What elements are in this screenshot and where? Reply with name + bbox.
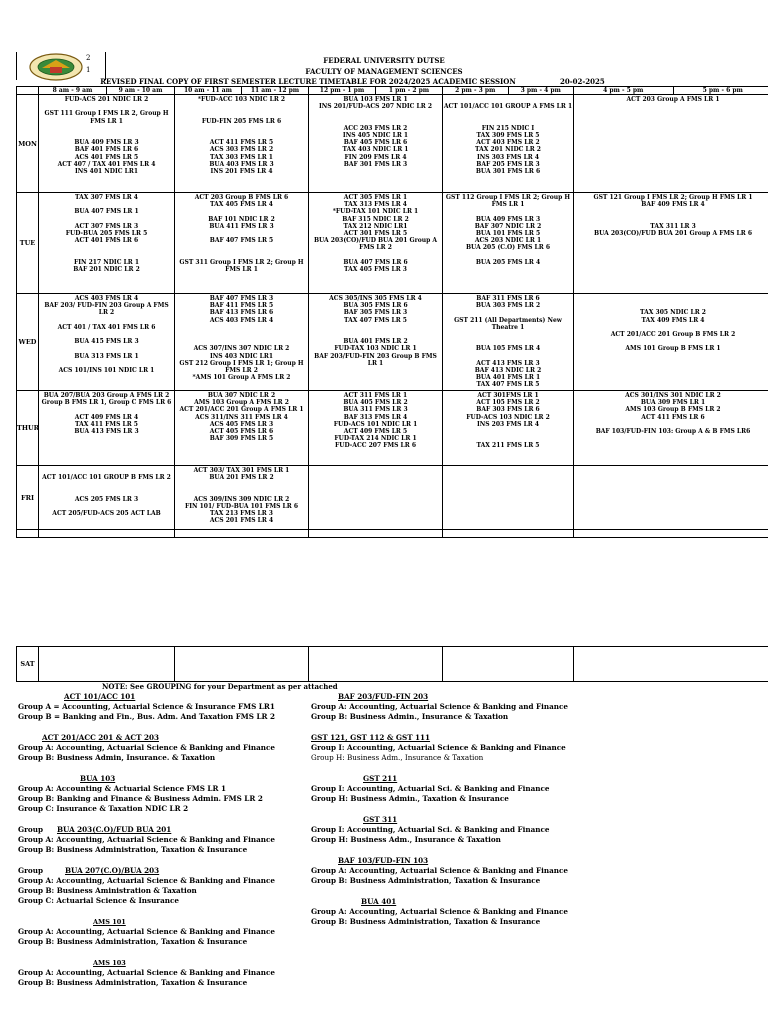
timetable-cell [574, 466, 768, 530]
timetable-cell: ACT 305 FMS LR 1 TAX 313 FMS LR 4 *FUD-TAX 101 NDIC LR 1 BAF 315 NDIC LR 2 TAX 212 NDIC LR1 ACT 301 FMS LR 5 BUA 203(CO)/FUD BUA 201 Group A FMS LR 2 BUA 407 FMS LR 6 TAX 405 FMS LR 3 [309, 193, 443, 294]
timetable-cell: ACS 301/INS 301 NDIC LR 2 BUA 309 FMS LR 1 AMS 103 Group B FMS LR 2 ACT 411 FMS LR 6 BAF 103/FUD-FIN 103: Group A & B FMS LR6 [574, 391, 768, 466]
group-title: ACT 101/ACC 101 [64, 692, 136, 701]
group-title: BAF 203/FUD-FIN 203 [338, 692, 429, 701]
group-line: Group I: Accounting, Actuarial Science & Banking and Finance [311, 743, 566, 752]
timetable-cell: ACS 305/INS 305 FMS LR 4 BUA 305 FMS LR 6 BAF 305 FMS LR 3 TAX 407 FMS LR 5 BUA 401 FMS LR 2 FUD-TAX 103 NDIC LR 1 BAF 203/FUD-FIN 203 Group B FMS LR 1 [309, 294, 443, 391]
group-line: Group B: Business Administration, Taxation & Insurance [18, 845, 248, 854]
group-title: BUA 207(C.O)/BUA 203 [64, 866, 160, 875]
group-line: Group A: Accounting, Actuarial Science & Banking and Finance [18, 743, 275, 752]
group-line: Group B: Business Administration, Taxation & Insurance [18, 937, 248, 946]
timetable-cell [574, 647, 768, 682]
group-prefix: Group [18, 825, 43, 834]
group-line: Group B: Business Administration, Taxation & Insurance [311, 876, 541, 885]
saturday-row [16, 646, 768, 682]
day-label: MON [17, 95, 39, 193]
group-line: Group A: Accounting, Actuarial Science & Banking and Finance [311, 907, 568, 916]
group-title: BAF 103/FUD-FIN 103 [338, 856, 429, 865]
group-title: AMS 101 [93, 918, 126, 926]
group-line: Group B: Business Administration, Taxation & Insurance [311, 917, 541, 926]
timetable-cell: BAF 311 FMS LR 6 BUA 303 FMS LR 2 GST 211 (All Departments) New Theatre 1 BUA 105 FMS LR 4 ACT 413 FMS LR 3 BAF 413 NDIC LR 2 BUA 401 FMS LR 1 TAX 407 FMS LR 5 [443, 294, 574, 391]
group-line: Group B = Banking and Fin., Bus. Adm. And Taxation FMS LR 2 [18, 712, 275, 721]
timetable-cell [443, 647, 574, 682]
group-title: BUA 401 [361, 897, 397, 906]
timetable-cell: ACT 203 Group B FMS LR 6 TAX 405 FMS LR 4 BAF 101 NDIC LR 2 BUA 411 FMS LR 3 BAF 407 FMS LR 5 GST 311 Group I FMS LR 2; Group H FMS LR 1 [175, 193, 309, 294]
timetable-cell: ACT 311 FMS LR 1 BUA 405 FMS LR 2 BUA 311 FMS LR 3 BAF 313 FMS LR 4 FUD-ACS 101 NDIC LR 1 ACT 409 FMS LR 5 FUD-TAX 214 NDIC LR 1 FUD-ACC 207 FMS LR 6 [309, 391, 443, 466]
group-line: Group B: Business Admin, Insurance. & Taxation [18, 753, 216, 762]
group-line: Group A: Accounting, Actuarial Science & Banking and Finance [311, 702, 568, 711]
group-line: Group B: Business Aministration & Taxation [18, 886, 197, 895]
timetable-cell: ACT 303/ TAX 301 FMS LR 1 BUA 201 FMS LR 2 ACS 309/INS 309 NDIC LR 2 FIN 101/ FUD-BUA 101 FMS LR 6 TAX 213 FMS LR 3 ACS 201 FMS LR 4 [175, 466, 309, 530]
timetable-cell: *FUD-ACC 103 NDIC LR 2 FUD-FIN 205 FMS LR 6 ACT 411 FMS LR 5 ACS 303 FMS LR 2 TAX 303 FMS LR 1 BUA 403 FMS LR 3 INS 201 FMS LR 4 [175, 95, 309, 193]
group-title: AMS 103 [93, 959, 126, 967]
groups-left [18, 692, 308, 988]
timetable-cell [175, 647, 309, 682]
timetable-cell [309, 647, 443, 682]
header-num-1: 2 [86, 54, 91, 62]
timetable-cell: ACT 301FMS LR 1 ACT 105 FMS LR 2 BAF 303 FMS LR 6 FUD-ACS 103 NDIC LR 2 INS 203 FMS LR 4 TAX 211 FMS LR 5 [443, 391, 574, 466]
timetable-cell: ACT 203 Group A FMS LR 1 [574, 95, 768, 193]
time-slot-3: 12 pm - 1 pm 1 pm - 2 pm [309, 87, 443, 95]
time-slot-4: 2 pm - 3 pm 3 pm - 4 pm [443, 87, 574, 95]
timetable-date: 20-02-2025 [560, 77, 605, 86]
timetable-cell: ACS 403 FMS LR 4 BAF 203/ FUD-FIN 203 Group A FMS LR 2 ACT 401 / TAX 401 FMS LR 6 BUA 415 FMS LR 3 BUA 313 FMS LR 1 ACS 101/INS 101 NDIC LR 1 [39, 294, 175, 391]
timetable-cell: ACT 101/ACC 101 GROUP B FMS LR 2 ACS 205 FMS LR 3 ACT 205/FUD-ACS 205 ACT LAB [39, 466, 175, 530]
group-title: GST 311 [363, 815, 398, 824]
timetable-cell [309, 466, 443, 530]
timetable-cell: FUD-ACS 201 NDIC LR 2 GST 111 Group I FMS LR 2, Group H FMS LR 1 BUA 409 FMS LR 3 BAF 401 FMS LR 6 ACS 401 FMS LR 5 ACT 407 / TAX 401 FMS LR 4 INS 401 NDIC LR1 [39, 95, 175, 193]
timetable-cell: BUA 207/BUA 203 Group A FMS LR 2 Group B FMS LR 1, Group C FMS LR 6 ACT 409 FMS LR 4 TAX 411 FMS LR 5 BUA 413 FMS LR 3 [39, 391, 175, 466]
timetable-cell [39, 647, 175, 682]
day-row-tue [17, 193, 768, 294]
timetable-cell: BUA 307 NDIC LR 2 AMS 103 Group A FMS LR 2 ACT 201/ACC 201 Group A FMS LR 1 ACS 311/INS 311 FMS LR 4 ACS 405 FMS LR 3 ACT 405 FMS LR 6 BAF 309 FMS LR 5 [175, 391, 309, 466]
header-num-2: 1 [86, 66, 91, 74]
group-line: Group B: Banking and Finance & Business Admin. FMS LR 2 [18, 794, 263, 803]
group-title: ACT 201/ACC 201 & ACT 203 [42, 733, 159, 742]
group-title: GST 121, GST 112 & GST 111 [311, 733, 431, 742]
timetable-cell [443, 466, 574, 530]
day-label: TUE [17, 193, 39, 294]
group-line: Group I: Accounting, Actuarial Sci. & Banking and Finance [311, 825, 550, 834]
day-label: WED [17, 294, 39, 391]
time-slot-1: 8 am - 9 am 9 am - 10 am [39, 87, 175, 95]
time-slot-5: 4 pm - 5 pm 5 pm - 6 pm [574, 87, 768, 95]
group-line: Group C: Actuarial Science & Insurance [18, 896, 179, 905]
time-header-row [17, 87, 768, 95]
group-line: Group A: Accounting & Actuarial Science FMS LR 1 [18, 784, 226, 793]
grouping-note: NOTE: See GROUPING for your Department as per attached [102, 682, 338, 691]
group-line: Group H: Business Adm., Insurance & Taxation [311, 753, 484, 762]
group-line: Group C: Insurance & Taxation NDIC LR 2 [18, 804, 189, 813]
timetable-cell: TAX 307 FMS LR 4 BUA 407 FMS LR 1 ACT 307 FMS LR 3 FUD-BUA 205 FMS LR 5 ACT 401 FMS LR 6 FIN 217 NDIC LR 1 BAF 201 NDIC LR 2 [39, 193, 175, 294]
day-row-thur [17, 391, 768, 466]
timetable-cell: ACT 101/ACC 101 GROUP A FMS LR 1 FIN 215 NDIC I TAX 309 FMS LR 5 ACT 403 FMS LR 2 TAX 201 NIDC LR 2 INS 303 FMS LR 4 BAF 205 FMS LR 3 BUA 301 FMS LR 6 [443, 95, 574, 193]
day-label: THUR [17, 391, 39, 466]
day-column-header [17, 87, 39, 95]
timetable-cell: BUA 103 FMS LR 1 INS 201/FUD-ACS 207 NDIC LR 2 ACC 203 FMS LR 2 INS 405 NDIC LR 1 BAF 405 FMS LR 6 TAX 403 NDIC LR 1 FIN 209 FMS LR 4 BAF 301 FMS LR 3 [309, 95, 443, 193]
university-name: FEDERAL UNIVERSITY DUTSE [323, 56, 445, 65]
group-line: Group H: Business Admin., Taxation & Insurance [311, 794, 509, 803]
group-title: GST 211 [363, 774, 398, 783]
day-row-fri [17, 466, 768, 530]
group-line: Group A: Accounting, Actuarial Science & Banking and Finance [18, 927, 275, 936]
groups-right [311, 692, 611, 927]
timetable-cell: GST 121 Group I FMS LR 2; Group H FMS LR 1 BAF 409 FMS LR 4 TAX 311 LR 3 BUA 203(CO)/FUD BUA 201 Group A FMS LR 6 [574, 193, 768, 294]
group-line: Group A = Accounting, Actuarial Science & Insurance FMS LR1 [18, 702, 275, 711]
day-row-mon [17, 95, 768, 193]
group-title: BUA 103 [80, 774, 116, 783]
day-row-blank [17, 530, 768, 538]
timetable-title: REVISED FINAL COPY OF FIRST SEMESTER LECTURE TIMETABLE FOR 2024/2025 ACADEMIC SESSION [100, 77, 516, 86]
day-row-wed [17, 294, 768, 391]
day-label: FRI [17, 466, 39, 530]
group-title: BUA 203(C.O)/FUD BUA 201 [56, 825, 172, 834]
time-slot-2: 10 am - 11 am 11 am - 12 pm [175, 87, 309, 95]
group-line: Group I: Accounting, Actuarial Sci. & Banking and Finance [311, 784, 550, 793]
timetable-cell: TAX 305 NDIC LR 2 TAX 409 FMS LR 4 ACT 201/ACC 201 Group B FMS LR 2 AMS 101 Group B FMS LR 1 [574, 294, 768, 391]
timetable-grid [16, 86, 768, 538]
group-line: Group A: Accounting, Actuarial Science & Banking and Finance [311, 866, 568, 875]
group-line: Group A: Accounting, Actuarial Science & Banking and Finance [18, 968, 275, 977]
group-line: Group H: Business Adm., Insurance & Taxation [311, 835, 501, 844]
day-label: SAT [17, 647, 39, 682]
group-prefix: Group [18, 866, 43, 875]
group-line: Group B: Business Administration, Taxation & Insurance [18, 978, 248, 987]
group-line: Group A: Accounting, Actuarial Science & Banking and Finance [18, 835, 275, 844]
group-line: Group A: Accounting, Actuarial Science & Banking and Finance [18, 876, 275, 885]
timetable-cell: GST 112 Group I FMS LR 2; Group H FMS LR 1 BUA 409 FMS LR 3 BAF 307 NDIC LR 2 BUA 101 FMS LR 5 ACS 203 NDIC LR 1 BUA 205 (C.O) FMS LR 6 BUA 205 FMS LR 4 [443, 193, 574, 294]
timetable-cell: BAF 407 FMS LR 3 BAF 411 FMS LR 5 BAF 413 FMS LR 6 ACS 403 FMS LR 4 ACS 307/INS 307 NDIC LR 2 INS 403 NDIC LR1 GST 212 Group I FMS LR 1; Group H FMS LR 2 *AMS 101 Group A FMS LR 2 [175, 294, 309, 391]
group-line: Group B: Business Admin., Insurance & Taxation [311, 712, 509, 721]
faculty-name: FACULTY OF MANAGEMENT SCIENCES [305, 67, 463, 76]
